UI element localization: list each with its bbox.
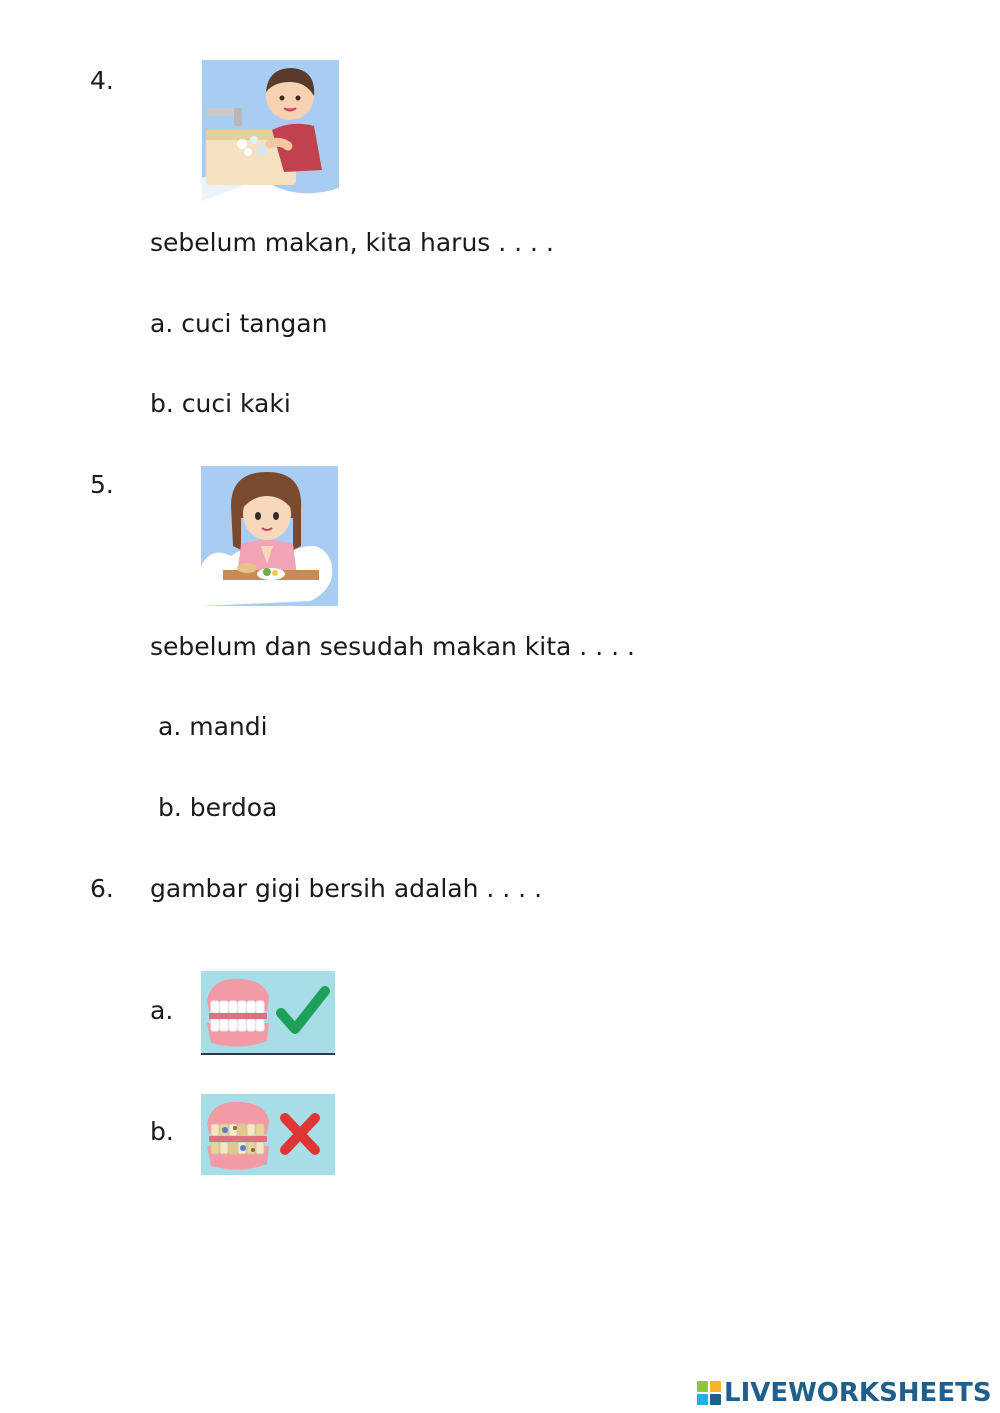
question-4-option-a[interactable]: a. cuci tangan [150,309,328,338]
girl-praying-before-meal-illustration [201,466,338,606]
question-4-option-b[interactable]: b. cuci kaki [150,389,291,418]
liveworksheets-logo [697,1378,992,1408]
liveworksheets-logo-icon [697,1381,721,1405]
question-number-5: 5. [90,470,114,499]
question-5-option-a[interactable]: a. mandi [158,712,268,741]
question-5-option-b[interactable]: b. berdoa [158,793,278,822]
liveworksheets-brand-text: LIVEWORKSHEETS [724,1378,992,1408]
dirty-teeth-cross-illustration[interactable] [201,1094,335,1175]
question-5-prompt: sebelum dan sesudah makan kita . . . . [150,632,635,661]
question-6-option-b-label: b. [150,1117,174,1146]
question-6-option-a-label: a. [150,996,174,1025]
boy-washing-hands-illustration [202,60,339,201]
question-number-6: 6. [90,874,114,903]
question-6-prompt: gambar gigi bersih adalah . . . . [150,874,543,903]
clean-teeth-check-illustration[interactable] [201,971,335,1055]
question-4-prompt: sebelum makan, kita harus . . . . [150,228,554,257]
question-number-4: 4. [90,66,114,95]
